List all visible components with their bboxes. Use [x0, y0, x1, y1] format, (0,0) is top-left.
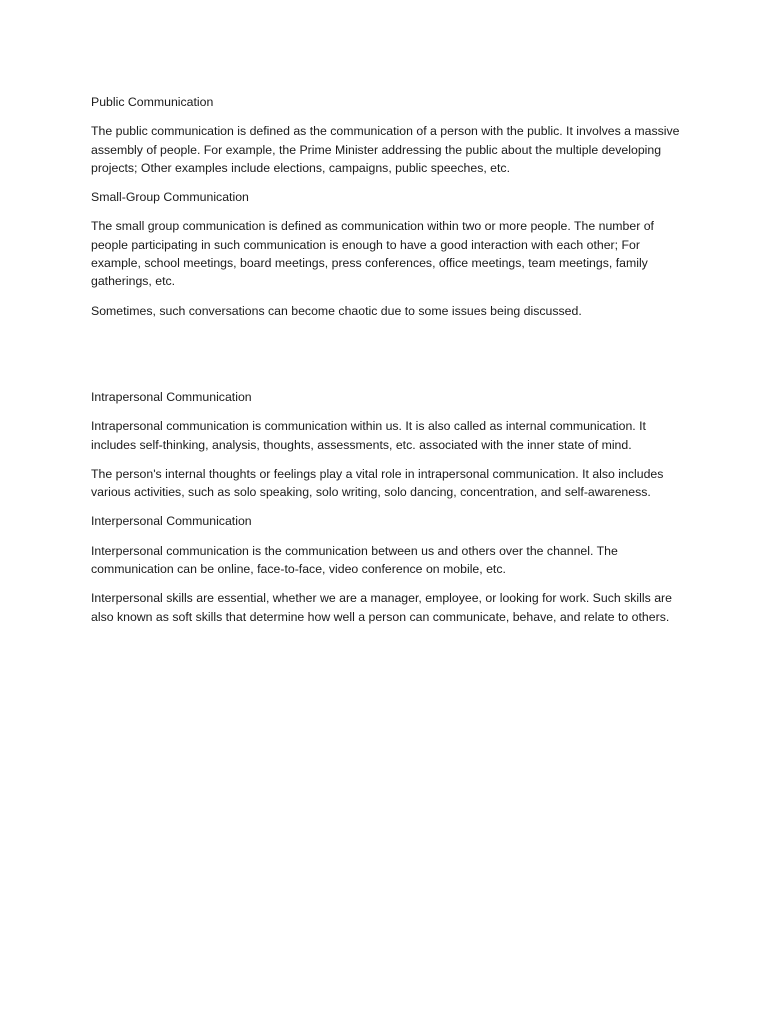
heading-small-group-communication: Small-Group Communication [91, 190, 249, 205]
paragraph-intrapersonal-communication-2: The person's internal thoughts or feelings play a vital role in intrapersonal communication. It also includes various activities, such as solo speaking, solo writing, solo dancing, concentration, and self-awareness. [91, 466, 664, 500]
document-body [91, 93, 683, 637]
heading-public-communication: Public Communication [91, 95, 214, 109]
paragraph-public-communication-1: The public communication is defined as the communication of a person with the public. It involves a massive assembly of people. For example, the Prime Minister addressing the public about the multiple developing projects; Other examples include elections, campaigns, public speeches, etc. [91, 124, 680, 175]
paragraph-intrapersonal-communication-1: Intrapersonal communication is communication within us. It is also called as internal communication. It includes self-thinking, analysis, thoughts, assessments, etc. associated with the inner state of mind. [91, 419, 646, 452]
paragraph-interpersonal-communication-2: Interpersonal skills are essential, whether we are a manager, employee, or looking for work. Such skills are also known as soft skills that determine how well a person can communicate, behave, and relate to others. [91, 591, 672, 624]
heading-interpersonal-communication: Interpersonal Communication [91, 514, 252, 529]
paragraph-small-group-communication-2: Sometimes, such conversations can become chaotic due to some issues being discussed. [91, 303, 582, 318]
heading-intrapersonal-communication: Intrapersonal Communication [91, 389, 252, 404]
paragraph-small-group-communication-1: The small group communication is defined as communication within two or more people. The number of people participating in such communication is enough to have a good interaction with each other; For example, school meetings, board meetings, press conferences, office meetings, team meetings, family gatherings, etc. [91, 219, 654, 289]
section-gap [91, 331, 683, 388]
paragraph-interpersonal-communication-1: Interpersonal communication is the communication between us and others over the channel. The communication can be online, face-to-face, video conference on mobile, etc. [91, 543, 618, 577]
